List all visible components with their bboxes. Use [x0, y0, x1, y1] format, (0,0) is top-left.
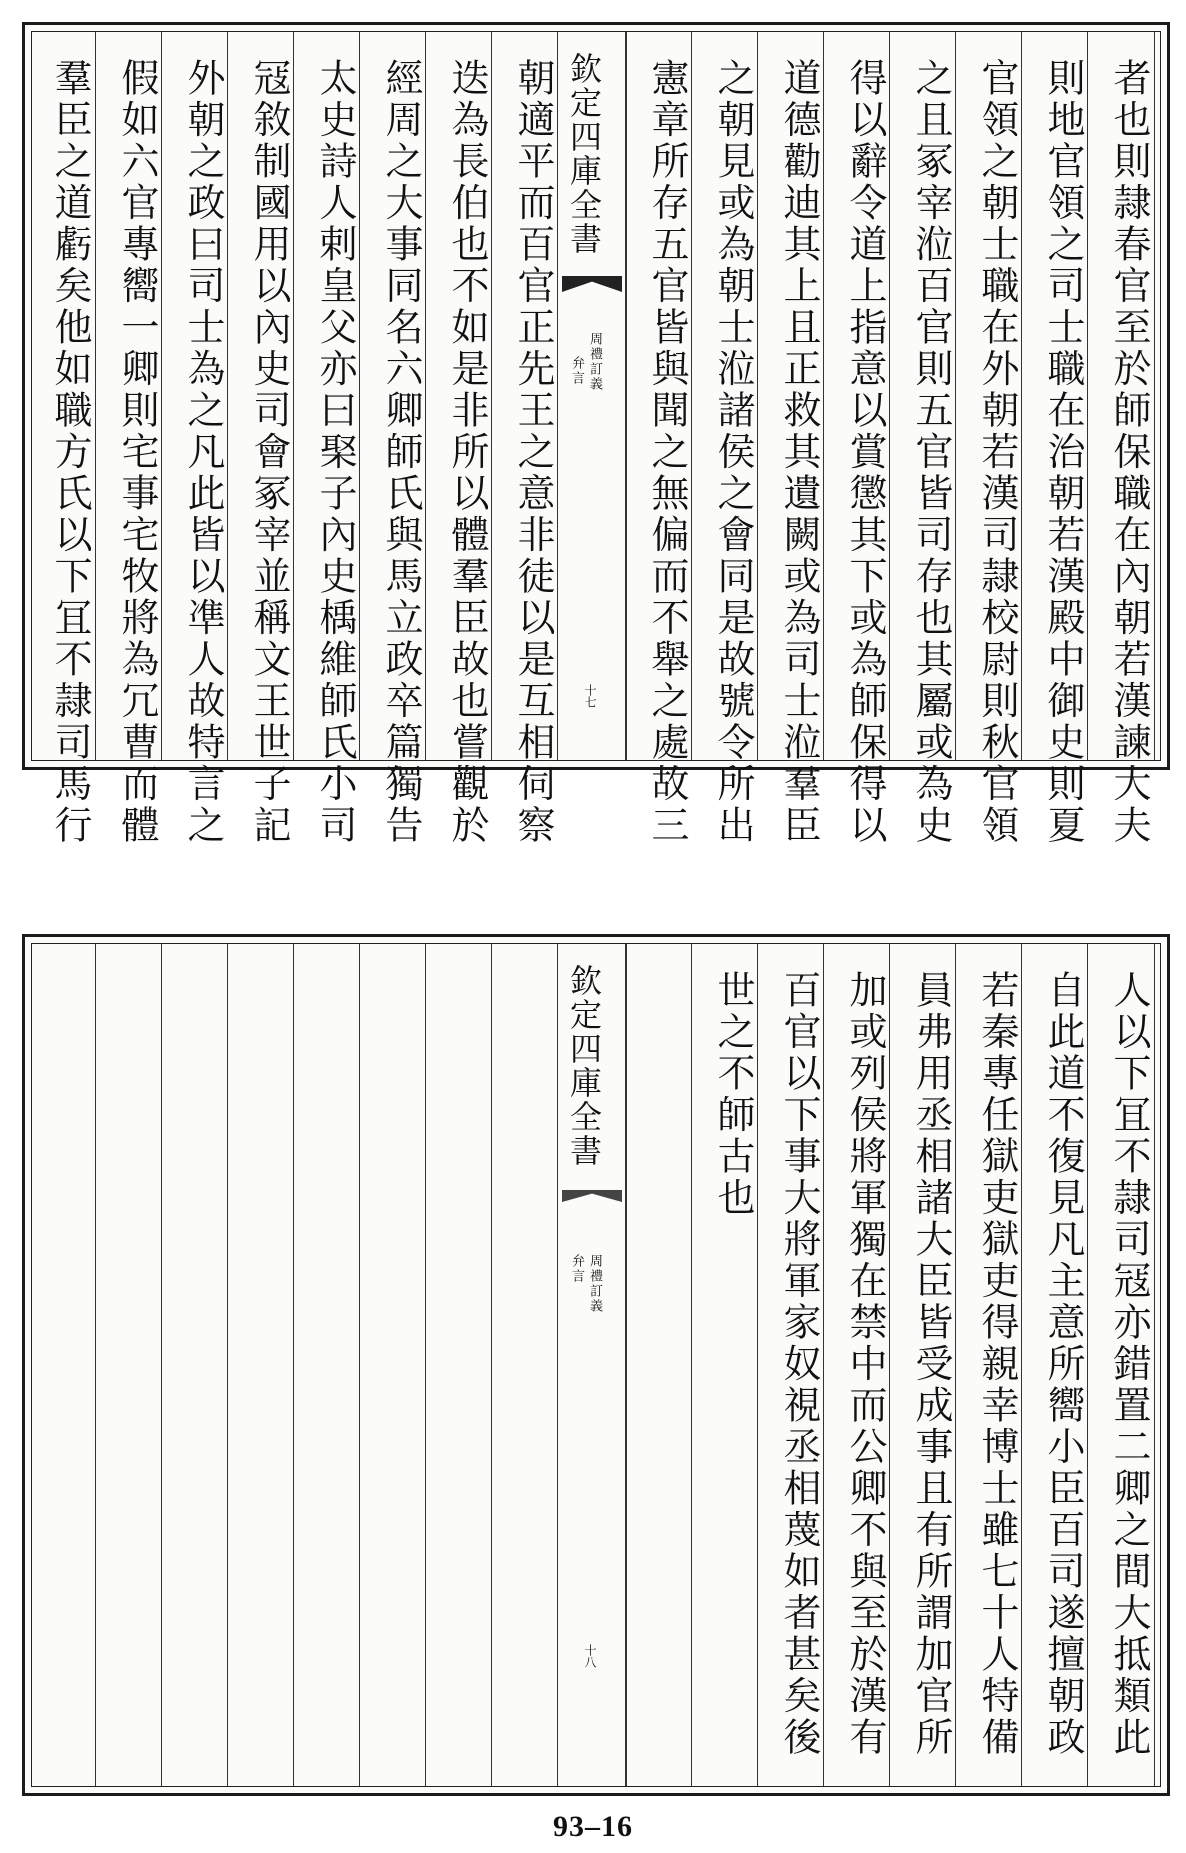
text-column — [491, 944, 558, 1786]
text-column — [1087, 32, 1155, 847]
text-column — [823, 944, 890, 1786]
text-column — [29, 944, 95, 1786]
folio-number: 十七 — [583, 684, 597, 708]
book-name: 周禮訂義 — [587, 1254, 602, 1314]
text-column — [227, 32, 294, 847]
column-text: 官領之朝士職在外朝若漢司隷校尉則秋官領 — [975, 58, 1019, 847]
text-column — [757, 944, 824, 1786]
text-column — [359, 32, 426, 847]
column-text: 加或列侯將軍獨在禁中而公卿不與至於漢有 — [843, 970, 887, 1759]
column-text: 羣臣之道虧矣他如職方氏以下冝不隷司馬行 — [48, 58, 92, 847]
running-title: 欽定四庫全書 — [565, 964, 603, 1168]
column-text: 得以辭令道上指意以賞懲其下或為師保得以 — [843, 58, 887, 847]
column-text: 假如六官專嚮一卿則宅事宅牧將為冗曹而體 — [115, 58, 159, 847]
text-column — [1021, 32, 1088, 847]
column-text: 自此道不復見凡主意所嚮小臣百司遂擅朝政 — [1041, 970, 1085, 1759]
text-column — [625, 944, 692, 1786]
column-text: 朝適平而百官正先王之意非徒以是互相伺察 — [511, 58, 555, 847]
column-text: 百官以下事大將軍家奴視丞相蔑如者甚矣後 — [777, 970, 821, 1759]
text-column — [889, 944, 956, 1786]
fishtail-ornament — [562, 1190, 622, 1202]
upper-folio-page — [22, 22, 1170, 847]
text-column — [625, 32, 692, 847]
text-column — [757, 32, 824, 847]
center-fold-column — [557, 944, 627, 1786]
column-text: 外朝之政曰司士為之凡此皆以凖人故特言之 — [181, 58, 225, 847]
column-text: 迭為長伯也不如是非所以體羣臣故也嘗觀於 — [445, 58, 489, 847]
text-column — [1021, 944, 1088, 1786]
text-column — [823, 32, 890, 847]
running-title: 欽定四庫全書 — [565, 52, 603, 256]
text-column — [359, 944, 426, 1786]
text-column — [293, 32, 360, 847]
text-column — [29, 32, 95, 847]
text-column — [161, 32, 228, 847]
book-section: 弁言 — [569, 356, 584, 386]
text-column — [95, 32, 162, 847]
upper-folio-frame — [31, 31, 1161, 847]
fishtail-ornament — [562, 276, 622, 292]
scan-page-number: 93–16 — [553, 1810, 633, 1843]
column-text: 憲章所存五官皆與聞之無偏而不舉之處故三 — [645, 58, 689, 847]
column-text: 則地官領之司士職在治朝若漢殿中御史則夏 — [1041, 58, 1085, 847]
folio-number: 十八 — [583, 1644, 597, 1668]
column-text: 之朝見或為朝士涖諸侯之會同是故號令所出 — [711, 58, 755, 847]
column-text: 若秦專任獄吏獄吏得親幸博士雖七十人特備 — [975, 970, 1019, 1759]
text-column — [95, 944, 162, 1786]
text-column — [161, 944, 228, 1786]
column-text: 冦敘制國用以內史司會冢宰並稱文王世子記 — [247, 58, 291, 847]
text-column — [227, 944, 294, 1786]
column-text: 人以下冝不隷司冦亦錯置二卿之間大抵類此 — [1107, 970, 1151, 1759]
text-column — [1087, 944, 1155, 1786]
column-text: 經周之大事同名六卿師氏與馬立政卒篇獨告 — [379, 58, 423, 847]
column-text: 員弗用丞相諸大臣皆受成事且有所謂加官所 — [909, 970, 953, 1759]
text-column — [491, 32, 558, 847]
column-text: 道德勸迪其上且正救其遺闕或為司士涖羣臣 — [777, 58, 821, 847]
text-column — [425, 32, 492, 847]
book-name: 周禮訂義 — [587, 332, 602, 392]
column-text: 者也則隷春官至於師保職在內朝若漢諫大夫 — [1107, 58, 1151, 847]
text-column — [293, 944, 360, 1786]
text-column — [955, 32, 1022, 847]
text-column — [425, 944, 492, 1786]
lower-folio-page — [22, 934, 1170, 1796]
column-text: 太史詩人剌皇父亦曰棸子內史楀維師氏小司 — [313, 58, 357, 847]
center-fold-column — [557, 32, 627, 760]
text-column — [889, 32, 956, 847]
column-text: 世之不師古也 — [711, 970, 755, 1219]
book-section: 弁言 — [569, 1254, 584, 1284]
text-column — [955, 944, 1022, 1786]
column-text: 之且冢宰涖百官則五官皆司存也其屬或為史 — [909, 58, 953, 847]
lower-folio-frame — [31, 943, 1161, 1787]
text-column — [691, 944, 758, 1786]
text-column — [691, 32, 758, 847]
